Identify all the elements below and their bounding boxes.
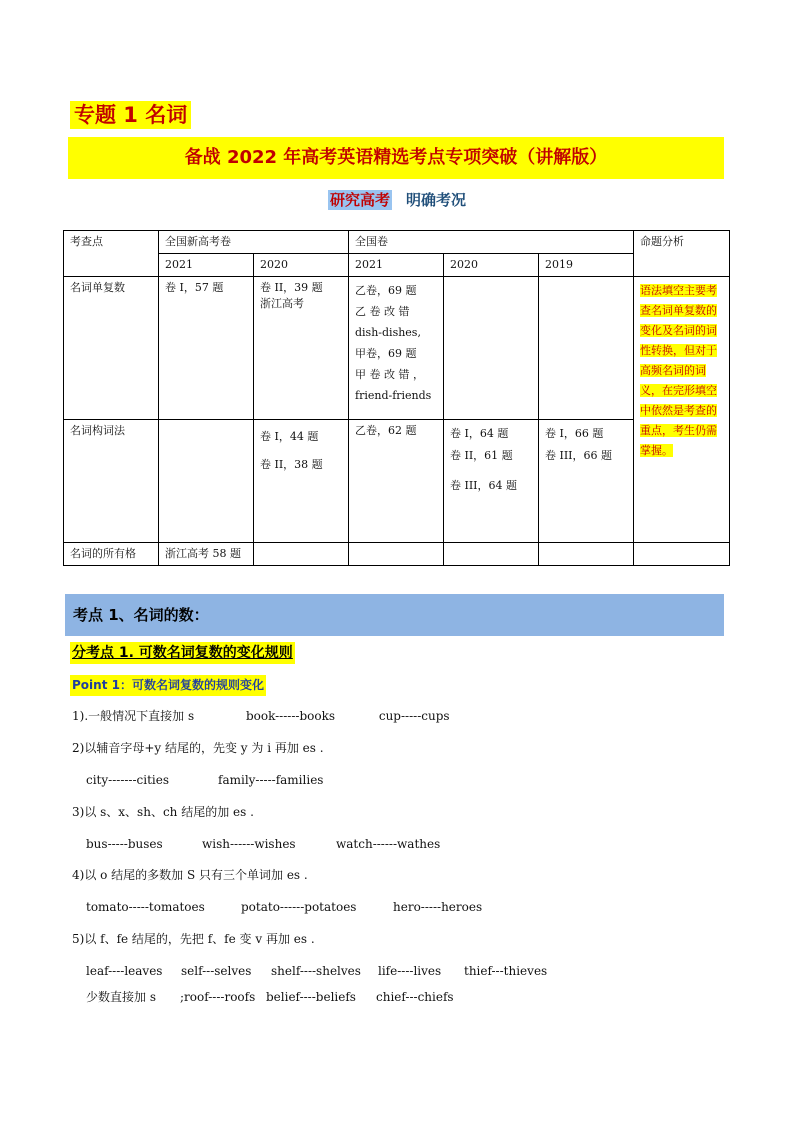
cell-text: 乙卷，69 题 <box>355 284 417 297</box>
table-cell <box>349 420 444 543</box>
kaodian-heading: 考点 1、名词的数： <box>65 594 724 636</box>
year-cell: 2021 <box>349 254 444 277</box>
example-word: bus-----buses <box>86 837 163 851</box>
analysis-cell <box>634 277 730 543</box>
example-word: leaf----leaves <box>86 964 163 978</box>
cell-text: 乙卷，62 题 <box>355 424 417 437</box>
table-cell <box>159 543 254 566</box>
cell-text: 甲卷，69 题 <box>355 347 417 360</box>
rule-4-examples <box>86 898 482 916</box>
table-row <box>64 543 730 566</box>
table-cell <box>444 543 539 566</box>
rule-2-examples <box>86 771 323 789</box>
example-word: wish------wishes <box>202 837 296 851</box>
header-analysis: 命题分析 <box>634 231 730 277</box>
cell-text: dish-dishes, <box>355 326 421 339</box>
rule-2: 2)以辅音字母+y 结尾的，先变 y 为 i 再加 es . <box>72 741 324 755</box>
rule-5-exceptions <box>86 988 454 1006</box>
cell-text: friend-friends <box>355 389 432 402</box>
rule-5-examples <box>86 962 547 980</box>
section-heading-plain: 明确考况 <box>406 191 467 209</box>
cell-text: 卷 I，64 题 <box>450 427 509 440</box>
year-cell: 2019 <box>539 254 634 277</box>
year-cell: 2021 <box>159 254 254 277</box>
document-subtitle: 备战 2022 年高考英语精选考点专项突破（讲解版） <box>68 137 724 179</box>
table-cell <box>254 543 349 566</box>
table-cell <box>444 420 539 543</box>
table-cell <box>349 277 444 420</box>
table-cell <box>159 420 254 543</box>
table-cell <box>634 543 730 566</box>
exam-survey-table <box>63 230 730 566</box>
rule-3-examples <box>86 835 440 853</box>
cell-text: 卷 II，61 题 <box>450 449 513 462</box>
rule-1 <box>72 707 450 725</box>
subpoint-heading: 分考点 1. 可数名词复数的变化规则 <box>70 642 295 664</box>
example-word: thief---thieves <box>464 964 548 978</box>
example-word: watch------wathes <box>336 837 441 851</box>
cell-text: 卷 III，64 题 <box>450 479 518 492</box>
table-cell <box>539 277 634 420</box>
table-cell <box>254 277 349 420</box>
rule-3: 3)以 s、x、sh、ch 结尾的加 es . <box>72 805 254 819</box>
year-cell: 2020 <box>254 254 349 277</box>
example-word: shelf----shelves <box>271 964 361 978</box>
example-word: city-------cities <box>86 773 170 787</box>
example-word: life----lives <box>378 964 442 978</box>
cell-text: 甲 卷 改 错 ， <box>355 368 424 381</box>
example-word: cup-----cups <box>378 709 450 723</box>
table-row <box>64 420 730 543</box>
cell-text: 卷 III，66 题 <box>545 449 613 462</box>
cell-text: 卷 I，66 题 <box>545 427 604 440</box>
cell-text: 卷 II，39 题 <box>260 281 323 294</box>
cell-text: 乙 卷 改 错 <box>355 305 410 318</box>
cell-text: 卷 II，38 题 <box>260 458 323 471</box>
rule-text: 1).一般情况下直接加 s <box>72 709 195 723</box>
header-national: 全国卷 <box>349 231 634 254</box>
cell-text: 浙江高考 <box>260 297 304 310</box>
example-word: book------books <box>245 709 336 723</box>
table-cell <box>444 277 539 420</box>
example-word: belief----beliefs <box>266 990 356 1004</box>
cell-text: 浙江高考 58 题 <box>165 547 241 560</box>
example-word: family-----families <box>218 773 324 787</box>
header-new-gaokao: 全国新高考卷 <box>159 231 349 254</box>
table-year-row <box>64 254 730 277</box>
cell-text: 卷 I，57 题 <box>165 281 224 294</box>
table-cell <box>539 420 634 543</box>
row-label: 名词构词法 <box>64 420 159 543</box>
table-cell <box>539 543 634 566</box>
table-row <box>64 277 730 420</box>
section-heading-highlight: 研究高考 <box>329 191 390 209</box>
example-word: ;roof----roofs <box>180 990 256 1004</box>
topic-title: 专题 1 名词 <box>70 101 191 129</box>
example-word: hero-----heroes <box>393 900 483 914</box>
analysis-text: 语法填空主要考查名词单复数的变化及名词的词性转换，但对于高频名词的词义，在完形填空中依然是考查的重点，考生仍需掌握。 <box>640 284 718 457</box>
rule-5: 5)以 f、fe 结尾的，先把 f、fe 变 v 再加 es . <box>72 932 315 946</box>
point-heading: Point 1：可数名词复数的规则变化 <box>70 675 266 696</box>
header-kaochadian: 考查点 <box>64 231 159 277</box>
rule-4: 4)以 o 结尾的多数加 S 只有三个单词加 es . <box>72 868 308 882</box>
table-header-row <box>64 231 730 254</box>
table-cell <box>254 420 349 543</box>
example-word: tomato-----tomatoes <box>86 900 205 914</box>
table-cell <box>349 543 444 566</box>
section-heading <box>0 188 794 212</box>
example-word: 少数直接加 s <box>86 990 156 1004</box>
example-word: chief---chiefs <box>376 990 454 1004</box>
cell-text: 卷 I，44 题 <box>260 430 319 443</box>
table-cell <box>159 277 254 420</box>
row-label: 名词的所有格 <box>64 543 159 566</box>
row-label: 名词单复数 <box>64 277 159 420</box>
year-cell: 2020 <box>444 254 539 277</box>
example-word: potato------potatoes <box>241 900 357 914</box>
example-word: self---selves <box>181 964 252 978</box>
